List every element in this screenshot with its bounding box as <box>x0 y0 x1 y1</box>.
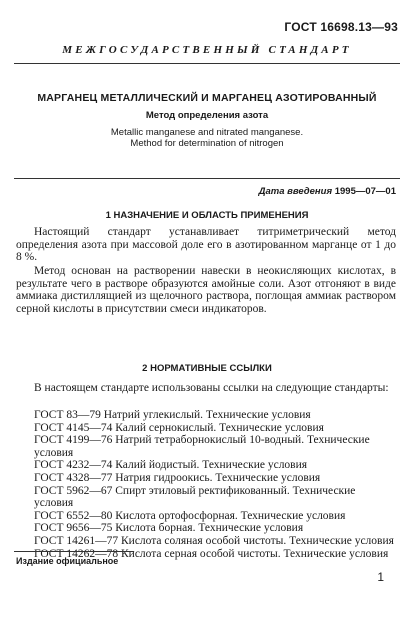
effective-date <box>259 186 396 197</box>
method-subtitle: Метод определения азота <box>145 110 269 121</box>
reference-item: ГОСТ 14261—77 Кислота соляная особой чистоты. Технические условия <box>34 534 394 547</box>
english-title <box>0 127 414 149</box>
reference-item: ГОСТ 4145—74 Калий сернокислый. Технические условия <box>34 421 324 434</box>
effective-date-value: 1995—07—01 <box>334 186 396 197</box>
reference-item: ГОСТ 83—79 Натрий углекислый. Технические условия <box>34 409 311 421</box>
effective-date-label: Дата введения <box>258 186 333 197</box>
title-divider <box>14 178 400 179</box>
edition-note: Издание официальное <box>16 556 119 566</box>
section-1-paragraph-1: Настоящий стандарт устанавливает титриметрический метод определения азота при массовой доле его в азотированном марганце от 1 до 8 %. <box>16 226 396 264</box>
header-divider <box>14 63 400 64</box>
reference-item: ГОСТ 5962—67 Спирт этиловый ректификованный. Технические условия <box>34 484 356 510</box>
reference-item: ГОСТ 4199—76 Натрий тетраборнокислый 10-водный. Технические условия <box>34 434 370 459</box>
gost-code: ГОСТ 16698.13—93 <box>284 20 398 34</box>
reference-item: ГОСТ 4232—74 Калий йодистый. Технические условия <box>34 459 308 472</box>
reference-list <box>16 409 396 560</box>
footer-divider <box>14 551 134 552</box>
document-title: МАРГАНЕЦ МЕТАЛЛИЧЕСКИЙ И МАРГАНЕЦ АЗОТИРОВАННЫЙ <box>37 92 377 104</box>
section-1-paragraph-2: Метод основан на растворении навески в неокисляющих кислотах, в результате чего в растворе образуются амойные соли. Азот отгоняют в виде аммиака дистиллящией из щелочного раствора, поглощая аммиак раствором серной кислоты в присутствии смеси индикаторов. <box>16 265 396 315</box>
standard-type-header: МЕЖГОСУДАРСТВЕННЫЙ СТАНДАРТ <box>62 44 352 56</box>
reference-item: ГОСТ 6552—80 Кислота ортофосфорная. Технические условия <box>34 509 346 522</box>
section-2-title: 2 НОРМАТИВНЫЕ ССЫЛКИ <box>142 363 272 374</box>
reference-item: ГОСТ 14262—78 Кислота серная особой чистоты. Технические условия <box>34 547 389 560</box>
reference-item: ГОСТ 9656—75 Кислота борная. Технические условия <box>34 522 304 535</box>
section-1-title: 1 НАЗНАЧЕНИЕ И ОБЛАСТЬ ПРИМЕНЕНИЯ <box>105 210 309 221</box>
reference-item: ГОСТ 4328—77 Натрия гидроокись. Технические условия <box>34 471 321 484</box>
section-2-intro: В настоящем стандарте использованы ссылки на следующие стандарты: <box>34 382 389 394</box>
english-title-line1: Metallic manganese and nitrated manganese. <box>110 127 304 138</box>
english-title-line2: Method for determination of nitrogen <box>130 138 284 149</box>
page-number: 1 <box>377 570 384 584</box>
